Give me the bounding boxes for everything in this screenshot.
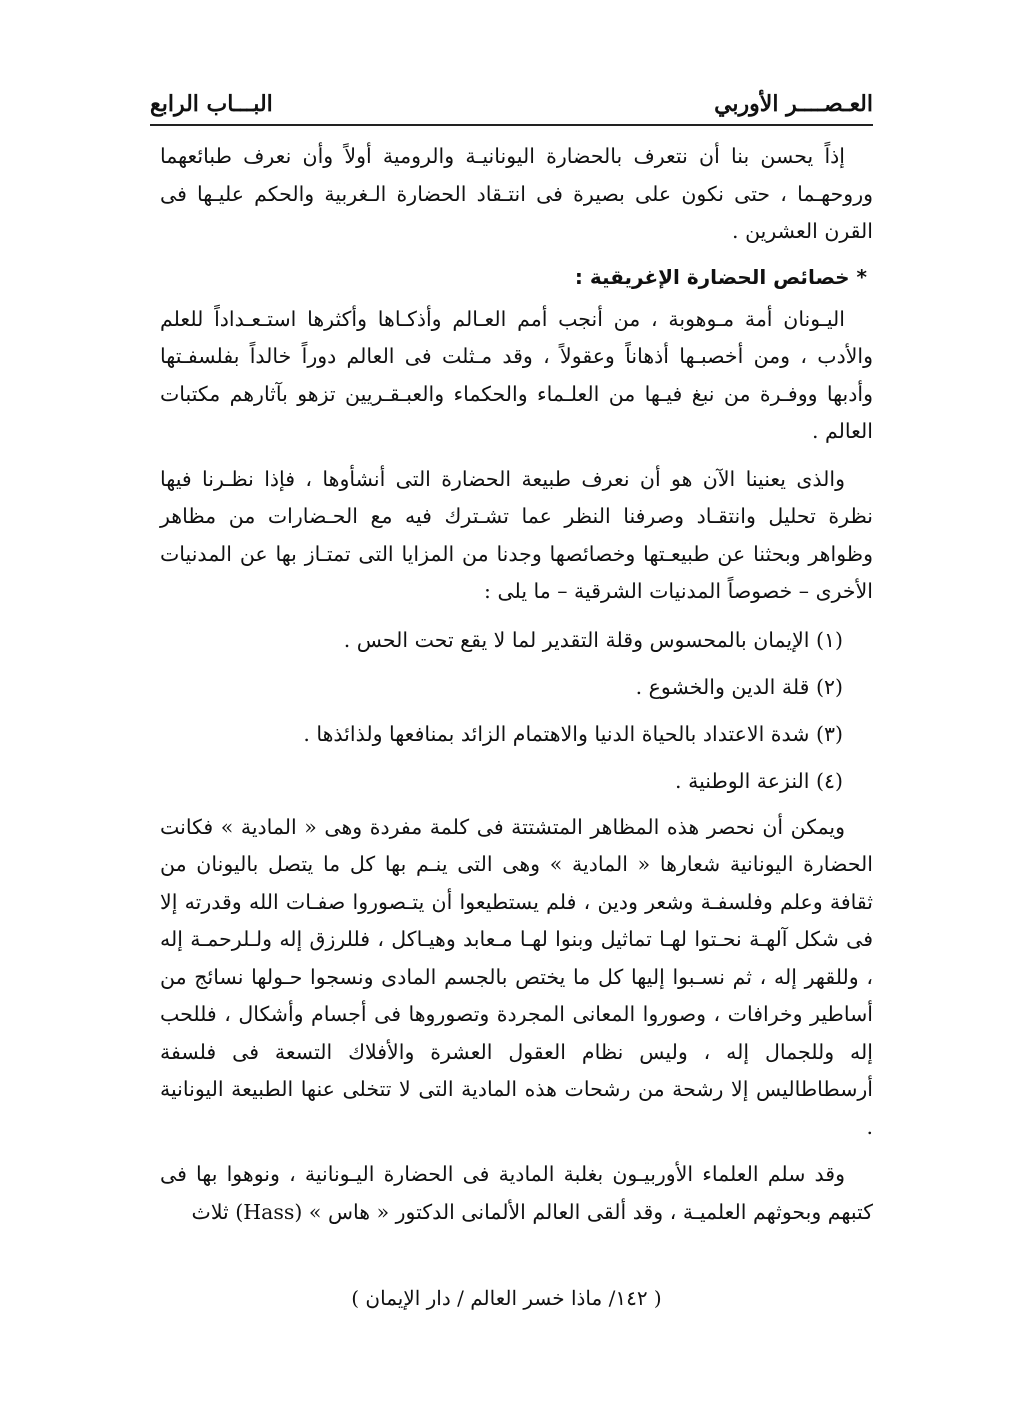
page-footer: ( ١٤٢/ ماذا خسر العالم / دار الإيمان ) <box>351 1286 662 1310</box>
page-body <box>160 138 873 1231</box>
paragraph-3: ويمكن أن نحصر هذه المظاهر المتشتتة فى كلمة مفردة وهى « المادية » فكانت الحضارة اليونانية شعارها « المادية » وهى التى ينـم بها كل ما يتصل باليونان من ثقافة وعلم وفلسفـة وشعر ودين ، فلم يستطيعوا أن يتـصوروا صفـات الله وقدرته إلا فى شكل آلهـة نحـتوا لهـا تماثيل وبنوا لهـا مـعابد وهيـاكل ، فللرزق إله ولـلرحمـة إله ، وللقهر إله ، ثم نسـبوا إليها كل ما يختص بالجسم المادى ونسجوا حـولها نسائج من أساطير وخرافات ، وصوروا المعانى المجردة وتصوروها فى أجسام وأشكال ، فللحب إله وللجمال إله ، وليس نظام العقول العشرة والأفلاك التسعة فى فلسفة أرسطاطاليس إلا رشحة من رشحات هذه المادية التى لا تتخلى عنها الطبيعة اليونانية . <box>160 814 873 1139</box>
list-item: (٢) قلة الدين والخشوع . <box>635 674 843 699</box>
paragraph-2: والذى يعنينا الآن هو أن نعرف طبيعة الحضارة التى أنشأوها ، فإذا نظـرنا فيها نظرة تحليل وانتقـاد وصرفنا النظر عما تشـترك فيه مع الحـضارات من مظاهر وظواهر وبحثنا عن طبيعـتها وخصائصها وجدنا من المزايا التى تمتـاز بها عن المدنيات الأخرى – خصوصاً المدنيات الشرقية – ما يلى : <box>160 466 873 603</box>
list-item: (٣) شدة الاعتداد بالحياة الدنيا والاهتمام الزائد بمنافعها ولذائذها . <box>303 721 843 746</box>
list-item: (٤) النزعة الوطنية . <box>675 768 843 793</box>
header-divider <box>150 124 873 126</box>
characteristics-list <box>160 617 873 805</box>
intro-paragraph: إذاً يحسن بنا أن نتعرف بالحضارة اليونانيـة والرومية أولاً وأن نعرف طبائعهما وروحهـما ، حتى نكون على بصيرة فى انتـقاد الحضارة الـغربية والحكم عليـها فى القرن العشرين . <box>160 144 873 243</box>
section-heading: * خصائص الحضارة الإغريقية : <box>574 264 867 289</box>
header-chapter-title: البـــاب الرابع <box>150 91 273 117</box>
page-header <box>150 84 873 124</box>
paragraph-1: اليـونان أمة مـوهوبة ، من أنجب أمم العـالم وأذكـاها وأكثرها استـعـداداً للعلم والأدب ، ومن أخصبـها أذهاناً وعقولاً ، وقد مـثلت فى العالم دوراً خالداً بفلسفـتها وأدبها ووفـرة من نبغ فيـها من العلـماء والحكماء والعبـقـريين تزهو بآثارهم مكتبات العالم . <box>160 306 873 443</box>
paragraph-4: وقد سلم العلماء الأوربيـون بغلبة المادية فى الحضارة اليـونانية ، ونوهوا بها فى كتبهم وبحوثهم العلميـة ، وقد ألقى العالم الألمانى الدكتور « هاس » (Hass) ثلاث <box>160 1162 873 1224</box>
header-section-title: العـصــــر الأوربي <box>714 91 873 117</box>
list-item: (١) الإيمان بالمحسوس وقلة التقدير لما لا يقع تحت الحس . <box>343 627 843 652</box>
